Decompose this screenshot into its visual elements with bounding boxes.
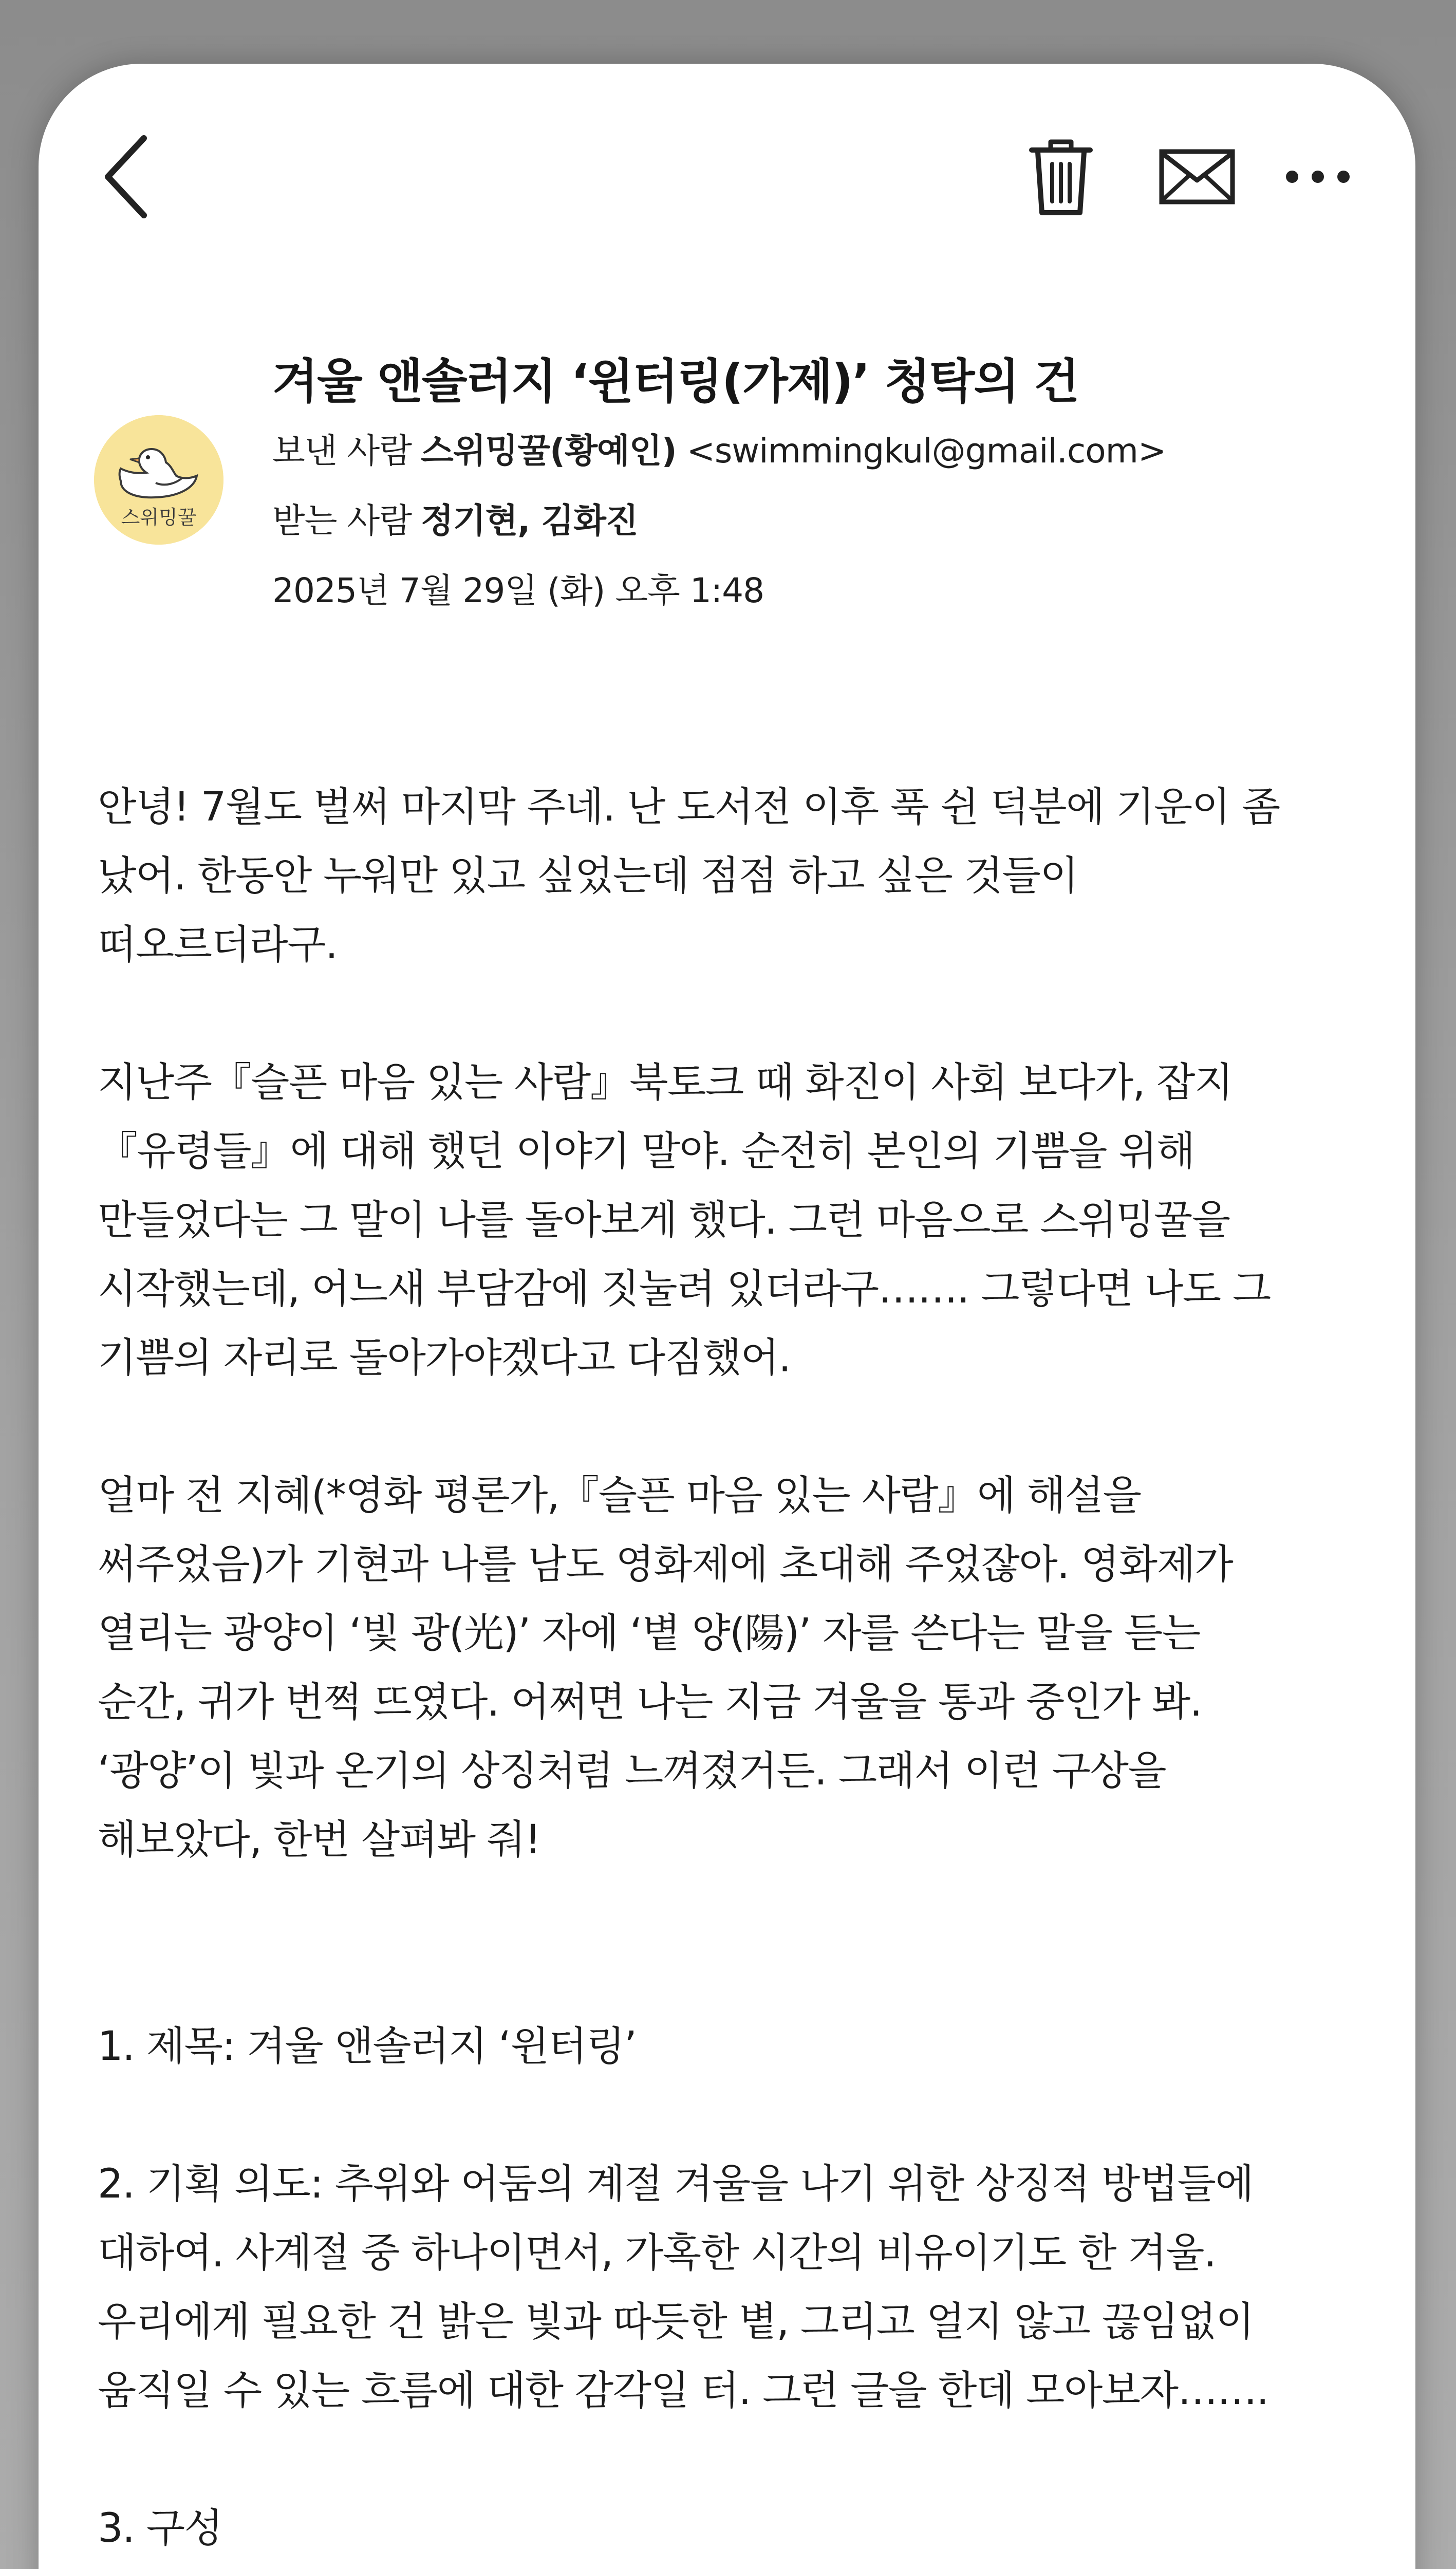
from-label: 보낸 사람 <box>272 431 412 471</box>
body-line: 써주었음)가 기현과 나를 남도 영화제에 초대해 주었잖아. 영화제가 <box>98 1541 1233 1588</box>
sender-line <box>272 423 1166 472</box>
more-horizontal-icon <box>1284 169 1351 184</box>
body-line: 지난주『슬픈 마음 있는 사람』북토크 때 화진이 사회 보다가, 잡지 <box>98 1059 1233 1106</box>
sender-address[interactable]: <swimmingkul@gmail.com> <box>686 431 1166 471</box>
body-line: 움직일 수 있는 흐름에 대한 감각일 터. 그런 글을 한데 모아보자……. <box>98 2368 1268 2414</box>
body-line: 났어. 한동안 누워만 있고 싶었는데 점점 하고 싶은 것들이 <box>98 853 1078 899</box>
trash-icon <box>1028 136 1094 218</box>
paragraph-structure <box>98 2494 1382 2569</box>
body-line: 얼마 전 지혜(*영화 평론가,『슬픈 마음 있는 사람』에 해설을 <box>98 1473 1141 1519</box>
body-line: 시작했는데, 어느새 부담감에 짓눌려 있더라구……. 그렇다면 나도 그 <box>98 1266 1271 1312</box>
mail-body <box>98 773 1382 2569</box>
paragraph-booktalk <box>98 1048 1382 1392</box>
chevron-left-icon <box>98 133 154 220</box>
paragraph-intent <box>98 2150 1382 2425</box>
more-options-button[interactable] <box>1266 141 1369 213</box>
body-line <box>98 2563 1382 2569</box>
mail-subject: 겨울 앤솔러지 ‘윈터링(가제)’ 청탁의 건 <box>272 354 1079 409</box>
sender-avatar[interactable] <box>94 415 223 545</box>
body-line: 1. 제목: 겨울 앤솔러지 ‘윈터링’ <box>98 2023 637 2070</box>
sent-date: 2025년 7월 29일 (화) 오후 1:48 <box>272 571 764 610</box>
avatar-logo-text <box>94 415 223 545</box>
paragraph-greeting <box>98 773 1382 979</box>
body-line: 3. 구성 <box>98 2505 222 2552</box>
paragraph-title <box>98 2012 1382 2081</box>
body-line: 순간, 귀가 번쩍 뜨였다. 어쩌면 나는 지금 겨울을 통과 중인가 봐. <box>98 1679 1202 1725</box>
mail-detail-screen <box>39 64 1415 2569</box>
body-line: 대하여. 사계절 중 하나이면서, 가혹한 시간의 비유이기도 한 겨울. <box>98 2230 1216 2276</box>
body-line: 열리는 광양이 ‘빛 광(光)’ 자에 ‘볕 양(陽)’ 자를 쓴다는 말을 듣는 <box>98 1610 1200 1656</box>
delete-button[interactable] <box>1015 131 1107 223</box>
paragraph-gwangyang <box>98 1461 1382 1874</box>
body-line: 우리에게 필요한 건 밝은 빛과 따듯한 볕, 그리고 얼지 않고 끊임없이 <box>98 2299 1254 2345</box>
body-line: 만들었다는 그 말이 나를 돌아보게 했다. 그런 마음으로 스위밍꿀을 <box>98 1197 1230 1243</box>
to-label: 받는 사람 <box>272 501 412 541</box>
body-line: 기쁨의 자리로 돌아가야겠다고 다짐했어. <box>98 1335 791 1381</box>
recipient-line <box>272 493 638 542</box>
toolbar <box>39 64 1415 290</box>
recipient-names[interactable]: 정기현, 김화진 <box>421 501 638 541</box>
body-line: 떠오르더라구. <box>98 922 338 968</box>
back-button[interactable] <box>90 125 162 228</box>
body-line: 해보았다, 한번 살펴봐 줘! <box>98 1817 540 1863</box>
body-line: 안녕! 7월도 벌써 마지막 주네. 난 도서전 이후 푹 쉰 덕분에 기운이 좀 <box>98 784 1280 830</box>
sender-name[interactable]: 스위밍꿀(황예인) <box>421 431 677 471</box>
reply-mail-button[interactable] <box>1148 136 1246 218</box>
envelope-icon <box>1159 148 1236 205</box>
body-line: ‘광양’이 빛과 온기의 상징처럼 느껴졌거든. 그래서 이런 구상을 <box>98 1748 1166 1794</box>
svg-text:스위밍꿀: 스위밍꿀 <box>121 506 197 529</box>
body-line: 2. 기획 의도: 추위와 어둠의 계절 겨울을 나기 위한 상징적 방법들에 <box>98 2161 1254 2207</box>
body-line: 『유령들』에 대해 했던 이야기 말야. 순전히 본인의 기쁨을 위해 <box>98 1128 1194 1175</box>
